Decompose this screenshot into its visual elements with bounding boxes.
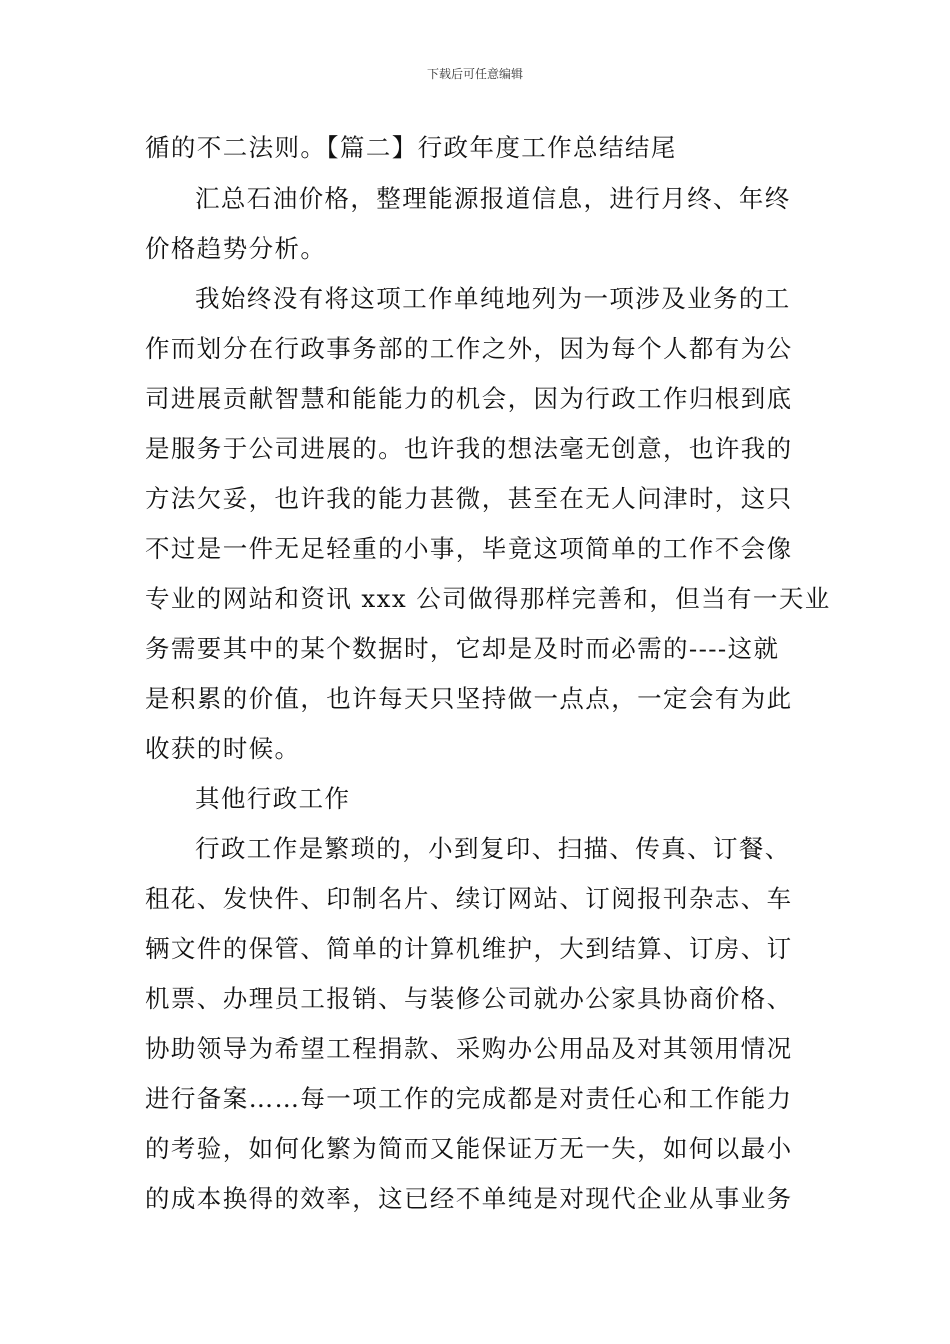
text-line: 不过是一件无足轻重的小事，毕竟这项简单的工作不会像: [145, 534, 793, 563]
paragraph-first-line: 行政工作是繁琐的，小到复印、扫描、传真、订餐、: [195, 834, 791, 863]
text-line: 进行备案……每一项工作的完成都是对责任心和工作能力: [145, 1084, 793, 1113]
section-heading: 其他行政工作: [195, 784, 351, 813]
text-line: 辆文件的保管、简单的计算机维护，大到结算、订房、订: [145, 934, 793, 963]
text-line: 务需要其中的某个数据时，它却是及时而必需的----这就: [145, 634, 780, 663]
text-line: 价格趋势分析。: [145, 234, 327, 263]
text-line: 收获的时候。: [145, 734, 301, 763]
page-header: 下载后可任意编辑: [426, 67, 523, 81]
text-line: 是积累的价值，也许每天只坚持做一点点，一定会有为此: [145, 684, 793, 713]
text-line: 专业的网站和资讯 xxx 公司做得那样完善和，但当有一天业: [145, 584, 831, 613]
text-line: 方法欠妥，也许我的能力甚微，甚至在无人问津时，这只: [145, 484, 793, 513]
text-line: 租花、发快件、印制名片、续订网站、订阅报刊杂志、车: [145, 884, 793, 913]
text-line: 是服务于公司进展的。也许我的想法毫无创意，也许我的: [145, 434, 793, 463]
text-line: 机票、办理员工报销、与装修公司就办公家具协商价格、: [145, 984, 793, 1013]
paragraph-first-line: 我始终没有将这项工作单纯地列为一项涉及业务的工: [195, 284, 791, 313]
text-line: 循的不二法则。【篇二】行政年度工作总结结尾: [145, 133, 677, 162]
text-line: 作而划分在行政事务部的工作之外，因为每个人都有为公: [145, 334, 793, 363]
text-line: 协助领导为希望工程捐款、采购办公用品及对其领用情况: [145, 1034, 793, 1063]
text-line: 的成本换得的效率，这已经不单纯是对现代企业从事业务: [145, 1184, 793, 1213]
text-line: 的考验，如何化繁为简而又能保证万无一失，如何以最小: [145, 1134, 793, 1163]
text-line: 司进展贡献智慧和能能力的机会，因为行政工作归根到底: [145, 384, 793, 413]
paragraph-first-line: 汇总石油价格，整理能源报道信息，进行月终、年终: [195, 184, 791, 213]
